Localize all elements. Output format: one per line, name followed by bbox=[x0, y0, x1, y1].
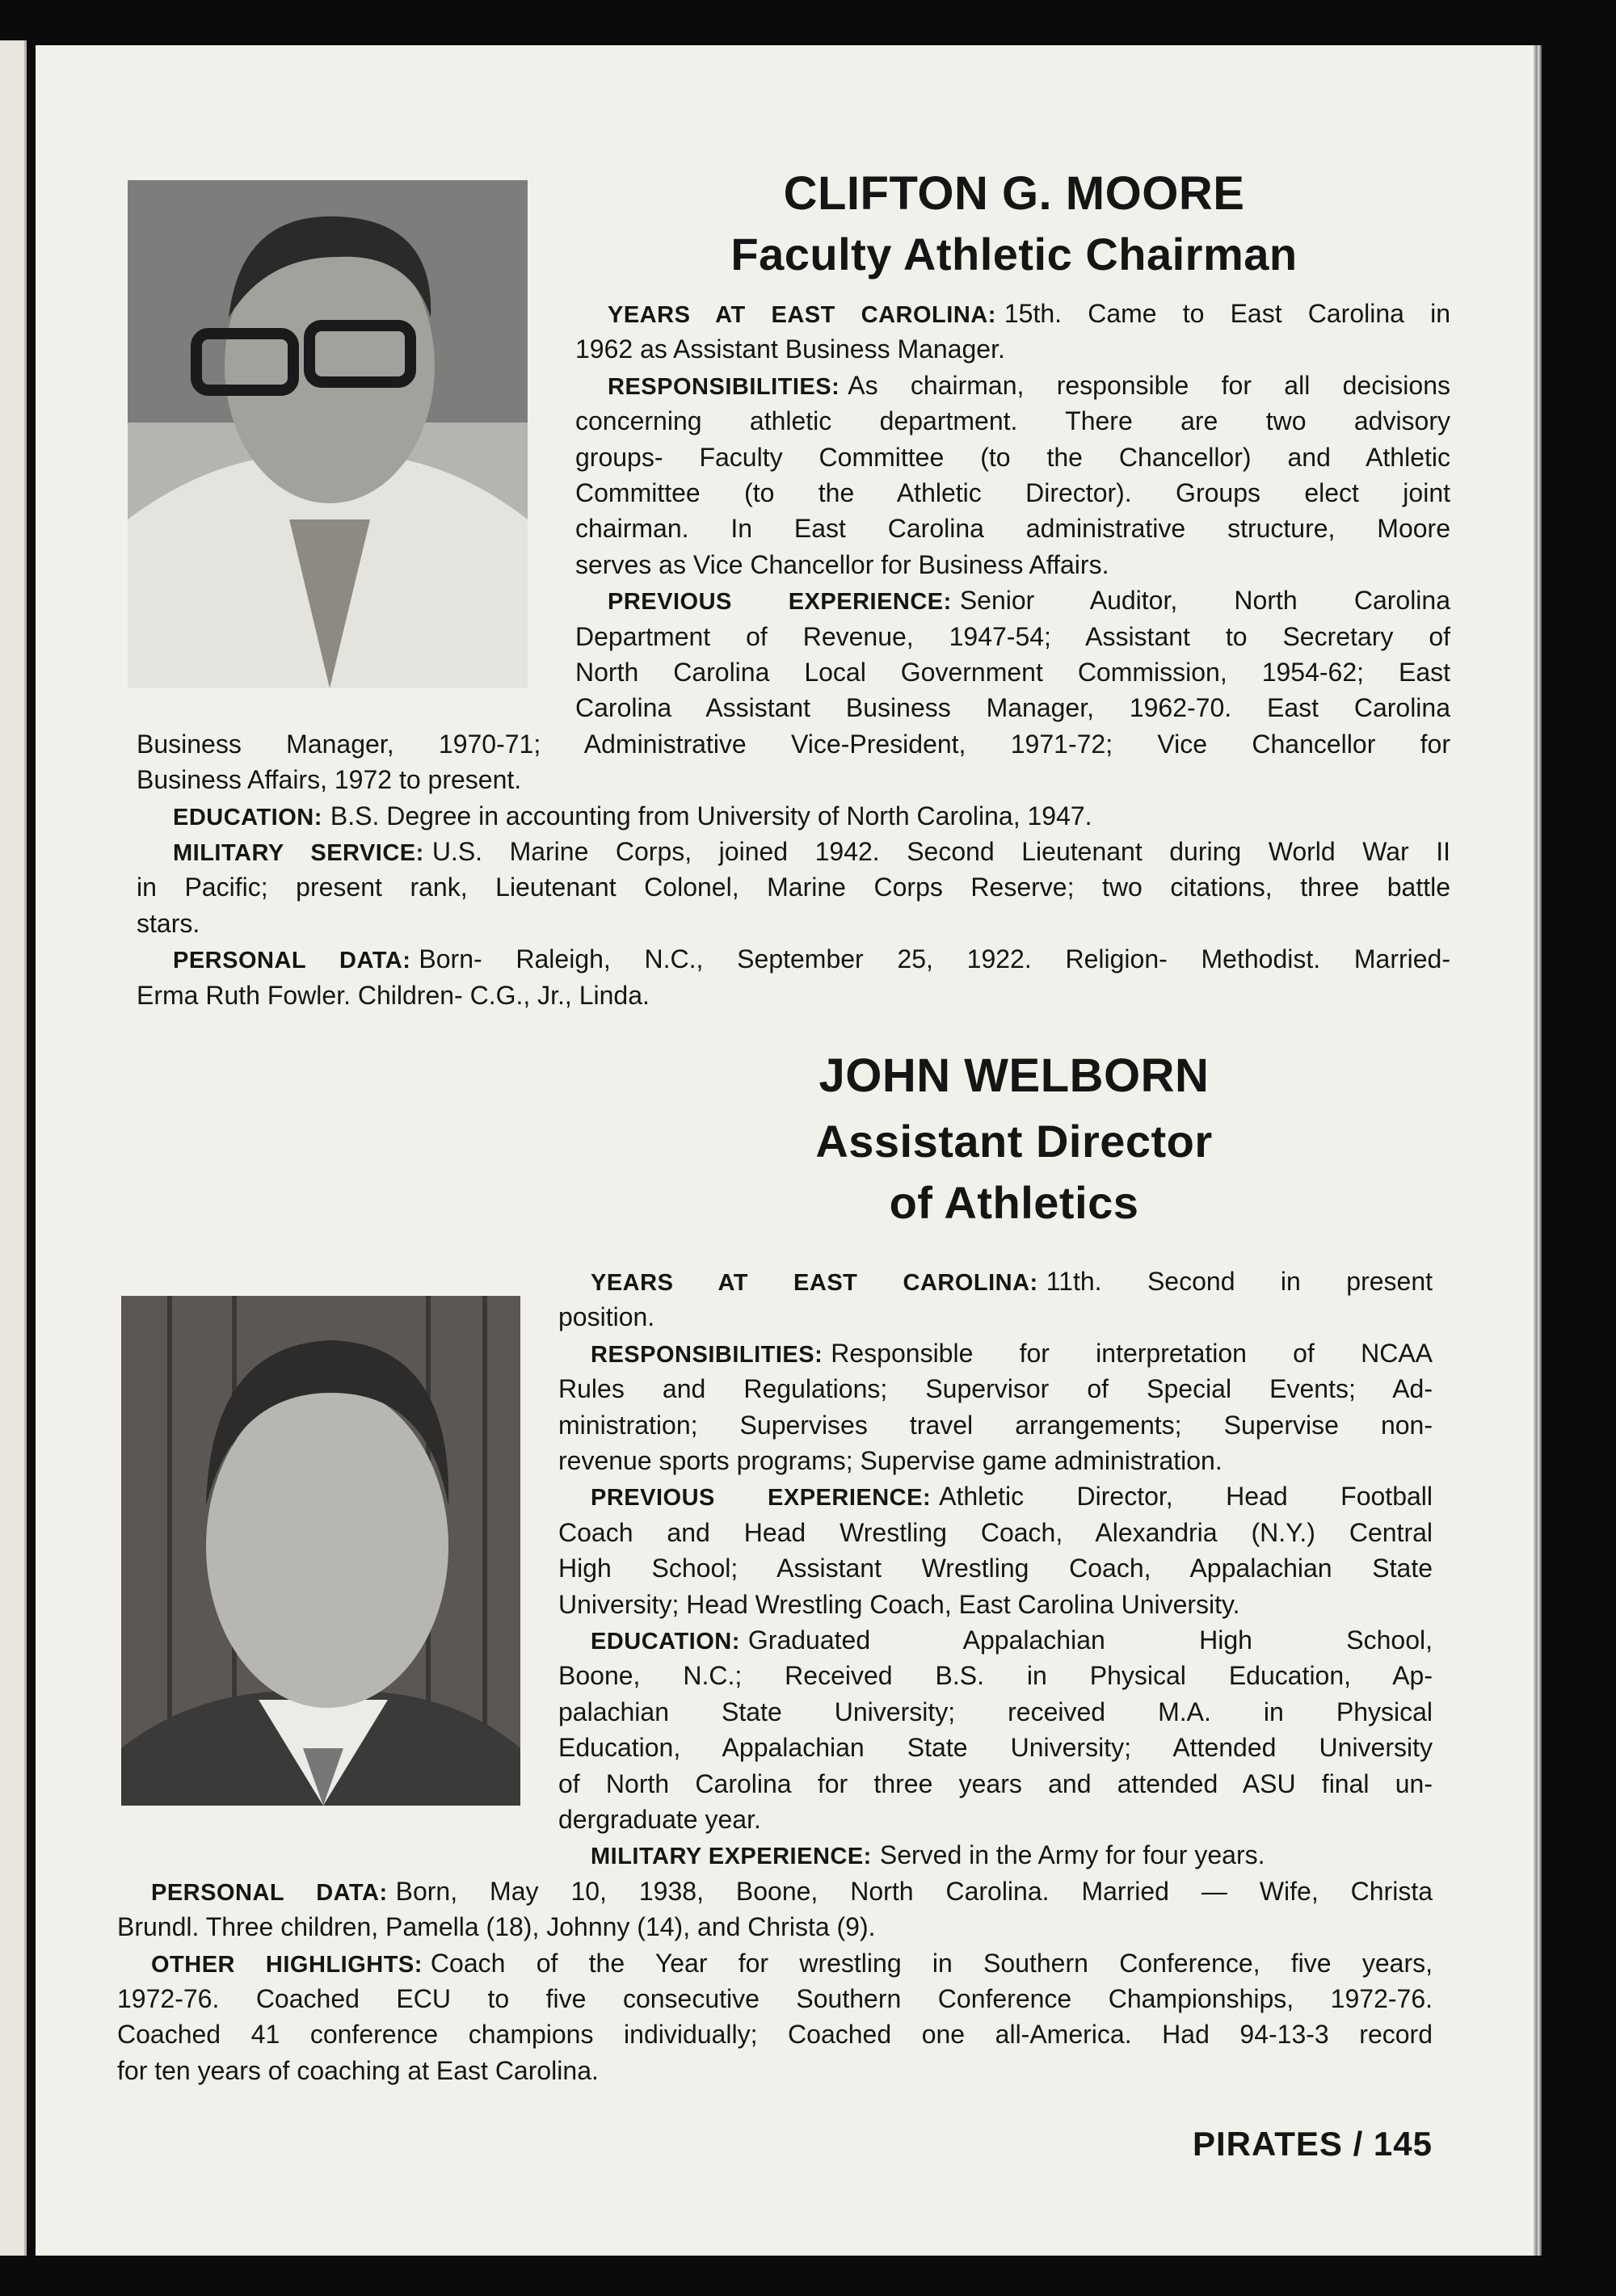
body-text: Born, May 10, 1938, Boone, North Carolina. Married — Wife, Christa bbox=[395, 1876, 1433, 1906]
text-line bbox=[575, 511, 1450, 546]
section-label: RESPONSIBILITIES: bbox=[591, 1341, 823, 1368]
text-line bbox=[591, 1837, 1433, 1873]
body-text: Served in the Army for four years. bbox=[879, 1840, 1265, 1870]
text-line bbox=[575, 690, 1450, 725]
body-text: revenue sports programs; Supervise game administration. bbox=[558, 1446, 1223, 1475]
text-line bbox=[117, 1909, 1433, 1945]
portrait-photo-welborn bbox=[121, 1296, 520, 1806]
body-text: Coached 41 conference champions individually; Coached one all-America. Had 94-13-3 record bbox=[117, 2020, 1433, 2050]
page-footer: PIRATES / 145 bbox=[1193, 2125, 1433, 2163]
body-text: 11th. Second in present bbox=[1046, 1267, 1433, 1296]
body-text: Boone, N.C.; Received B.S. in Physical Education, Ap- bbox=[558, 1661, 1433, 1691]
section-label: YEARS AT EAST CAROLINA: bbox=[608, 302, 996, 328]
text-line bbox=[608, 296, 1450, 331]
body-text: Business Manager, 1970-71; Administrative Vice-President, 1971-72; Vice Chancellor for bbox=[137, 729, 1450, 759]
text-line bbox=[558, 1407, 1433, 1443]
text-line bbox=[117, 1981, 1433, 2016]
text-line bbox=[558, 1299, 1433, 1335]
text-line bbox=[558, 1550, 1433, 1586]
section-label: PREVIOUS EXPERIENCE: bbox=[591, 1485, 932, 1512]
text-line bbox=[558, 1587, 1433, 1622]
section-label: OTHER HIGHLIGHTS: bbox=[151, 1951, 423, 1978]
body-text: 1962 as Assistant Business Manager. bbox=[575, 334, 1005, 364]
text-line bbox=[591, 1478, 1433, 1514]
text-line bbox=[117, 2016, 1433, 2052]
section-label: PREVIOUS EXPERIENCE: bbox=[608, 589, 952, 616]
body-text: Business Affairs, 1972 to present. bbox=[137, 765, 522, 795]
body-text: Coach of the Year for wrestling in Southern Conference, five years, bbox=[430, 1948, 1433, 1978]
body-text: U.S. Marine Corps, joined 1942. Second Lieutenant during World War II bbox=[431, 837, 1450, 866]
body-text: B.S. Degree in accounting from University of North Carolina, 1947. bbox=[330, 801, 1092, 831]
text-line bbox=[575, 475, 1450, 511]
person-title-heading: Assistant Director bbox=[815, 1116, 1213, 1167]
text-line bbox=[137, 978, 1450, 1013]
body-text: Athletic Director, Head Football bbox=[939, 1482, 1433, 1512]
text-line bbox=[558, 1694, 1433, 1730]
section-label: RESPONSIBILITIES: bbox=[608, 373, 840, 400]
text-line bbox=[608, 368, 1450, 403]
text-line bbox=[137, 726, 1450, 762]
text-line bbox=[575, 547, 1450, 582]
body-text: Graduated Appalachian High School, bbox=[747, 1625, 1433, 1655]
text-line bbox=[591, 1335, 1433, 1371]
section-label: YEARS AT EAST CAROLINA: bbox=[591, 1270, 1038, 1296]
section-label: PERSONAL DATA: bbox=[151, 1879, 388, 1906]
text-line bbox=[173, 834, 1450, 869]
section-label: MILITARY SERVICE: bbox=[173, 840, 424, 866]
section-label: MILITARY EXPERIENCE: bbox=[591, 1844, 872, 1870]
body-text: ministration; Supervises travel arrangements; Supervise non- bbox=[558, 1410, 1433, 1440]
body-text: groups- Faculty Committee (to the Chancellor) and Athletic bbox=[575, 442, 1450, 472]
body-text: 1972-76. Coached ECU to five consecutive Southern Conference Championships, 1972-76. bbox=[117, 1984, 1433, 2013]
text-line bbox=[575, 331, 1450, 367]
text-line bbox=[575, 654, 1450, 690]
body-text: High School; Assistant Wrestling Coach, Appalachian State bbox=[558, 1554, 1433, 1583]
text-line bbox=[558, 1371, 1433, 1407]
text-line bbox=[608, 582, 1450, 618]
body-text: University; Head Wrestling Coach, East Carolina University. bbox=[558, 1589, 1240, 1619]
body-text: As chairman, responsible for all decisions bbox=[848, 370, 1450, 400]
section-label: EDUCATION: bbox=[173, 804, 322, 831]
text-line bbox=[151, 1873, 1433, 1909]
text-line bbox=[558, 1766, 1433, 1802]
body-text: chairman. In East Carolina administrative structure, Moore bbox=[575, 514, 1450, 544]
body-text: palachian State University; received M.A. in Physical bbox=[558, 1697, 1433, 1726]
body-text: of North Carolina for three years and attended ASU final un- bbox=[558, 1768, 1433, 1798]
body-text: in Pacific; present rank, Lieutenant Colonel, Marine Corps Reserve; two citations, three battle bbox=[137, 873, 1450, 902]
text-line bbox=[575, 403, 1450, 439]
text-line bbox=[558, 1802, 1433, 1837]
body-text: Education, Appalachian State University; Attended University bbox=[558, 1733, 1433, 1763]
person-title-heading: Faculty Athletic Chairman bbox=[730, 229, 1298, 280]
body-text: Department of Revenue, 1947-54; Assistant to Secretary of bbox=[575, 621, 1450, 651]
body-text: North Carolina Local Government Commission, 1954-62; East bbox=[575, 658, 1450, 687]
body-text: position. bbox=[558, 1302, 655, 1332]
text-line bbox=[137, 906, 1450, 941]
body-text: Rules and Regulations; Supervisor of Special Events; Ad- bbox=[558, 1374, 1433, 1404]
body-text: Coach and Head Wrestling Coach, Alexandria (N.Y.) Central bbox=[558, 1517, 1433, 1547]
text-line bbox=[558, 1730, 1433, 1765]
body-text: Senior Auditor, North Carolina bbox=[959, 586, 1450, 616]
body-text: serves as Vice Chancellor for Business Affairs. bbox=[575, 549, 1109, 579]
adjacent-page-edge bbox=[0, 40, 27, 2256]
body-text: stars. bbox=[137, 908, 200, 938]
text-line bbox=[575, 439, 1450, 475]
body-text: Committee (to the Athletic Director). Groups elect joint bbox=[575, 478, 1450, 507]
body-text: dergraduate year. bbox=[558, 1805, 761, 1834]
body-text: Brundl. Three children, Pamella (18), Johnny (14), and Christa (9). bbox=[117, 1912, 876, 1942]
body-text: 15th. Came to East Carolina in bbox=[1004, 299, 1451, 328]
text-line bbox=[151, 1945, 1433, 1981]
text-line bbox=[575, 619, 1450, 654]
body-text: Carolina Assistant Business Manager, 1962-70. East Carolina bbox=[575, 693, 1450, 723]
person-name-heading: JOHN WELBORN bbox=[819, 1049, 1210, 1102]
body-text: concerning athletic department. There are two advisory bbox=[575, 406, 1450, 436]
text-line bbox=[591, 1264, 1433, 1299]
text-line bbox=[558, 1515, 1433, 1550]
text-line bbox=[137, 762, 1450, 797]
body-text: for ten years of coaching at East Carolina. bbox=[117, 2055, 599, 2085]
portrait-photo-moore bbox=[128, 180, 528, 688]
text-line bbox=[173, 798, 1450, 834]
text-line bbox=[558, 1658, 1433, 1693]
text-line bbox=[558, 1443, 1433, 1478]
section-label: PERSONAL DATA: bbox=[173, 948, 411, 974]
text-line bbox=[117, 2053, 1433, 2088]
section-label: EDUCATION: bbox=[591, 1629, 740, 1655]
text-line bbox=[137, 869, 1450, 905]
page-edge-shadow bbox=[1534, 45, 1542, 2256]
person-name-heading: CLIFTON G. MOORE bbox=[783, 167, 1245, 220]
body-text: Responsible for interpretation of NCAA bbox=[831, 1338, 1433, 1368]
body-text: Born- Raleigh, N.C., September 25, 1922. Religion- Methodist. Married- bbox=[419, 944, 1450, 974]
body-text: Erma Ruth Fowler. Children- C.G., Jr., Linda. bbox=[137, 980, 650, 1010]
text-line bbox=[173, 941, 1450, 977]
person-title-heading: of Athletics bbox=[889, 1177, 1139, 1228]
text-line bbox=[591, 1622, 1433, 1658]
